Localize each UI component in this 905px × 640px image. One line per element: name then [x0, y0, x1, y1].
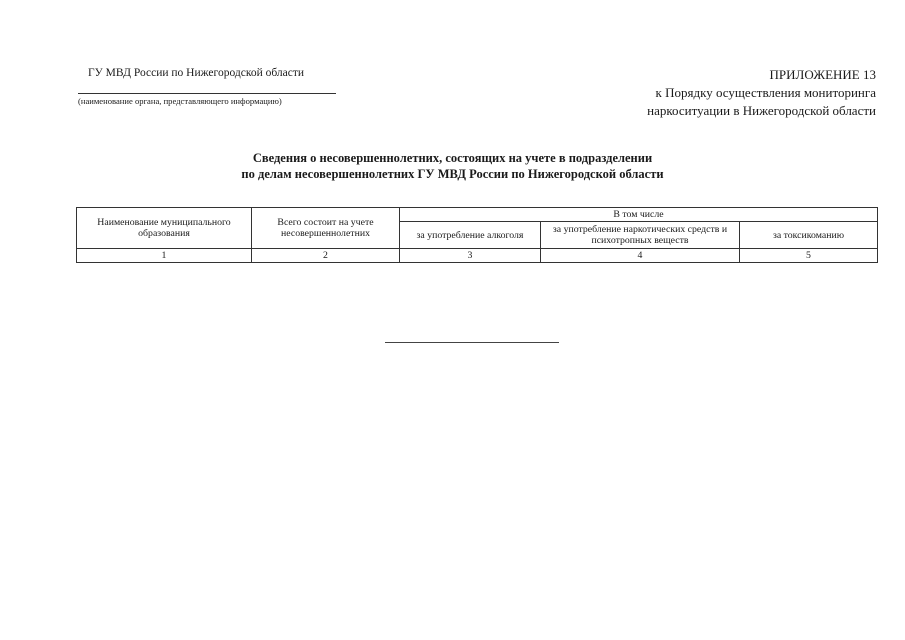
appendix-line-1: к Порядку осуществления мониторинга	[655, 85, 876, 100]
header-alcohol: за употребление алкоголя	[400, 222, 541, 249]
column-number: 1	[77, 249, 252, 263]
column-number: 2	[252, 249, 400, 263]
appendix-line-2: наркоситуации в Нижегородской области	[647, 103, 876, 118]
column-number: 3	[400, 249, 541, 263]
header-toxic: за токсикоманию	[740, 222, 878, 249]
appendix-block	[647, 66, 876, 120]
document-title-line-1: Сведения о несовершеннолетних, состоящих на учете в подразделении	[252, 151, 653, 165]
organization-name: ГУ МВД России по Нижегородской области	[88, 67, 305, 79]
column-number: 5	[740, 249, 878, 263]
document-title-line-2: по делам несовершеннолетних ГУ МВД России по Нижегородской области	[241, 167, 664, 181]
header-municipality: Наименование муниципального образования	[77, 208, 252, 249]
report-table	[76, 207, 878, 263]
header-narcotics: за употребление наркотических средств и психотропных веществ	[541, 222, 740, 249]
document-title	[0, 150, 905, 182]
organization-underline	[78, 93, 336, 94]
column-number: 4	[541, 249, 740, 263]
organization-caption: (наименование органа, представляющего информацию)	[78, 96, 282, 106]
appendix-title: ПРИЛОЖЕНИЕ 13	[769, 67, 876, 82]
header-including: В том числе	[400, 208, 878, 222]
header-total: Всего состоит на учете несовершеннолетних	[252, 208, 400, 249]
signature-line	[385, 342, 559, 343]
